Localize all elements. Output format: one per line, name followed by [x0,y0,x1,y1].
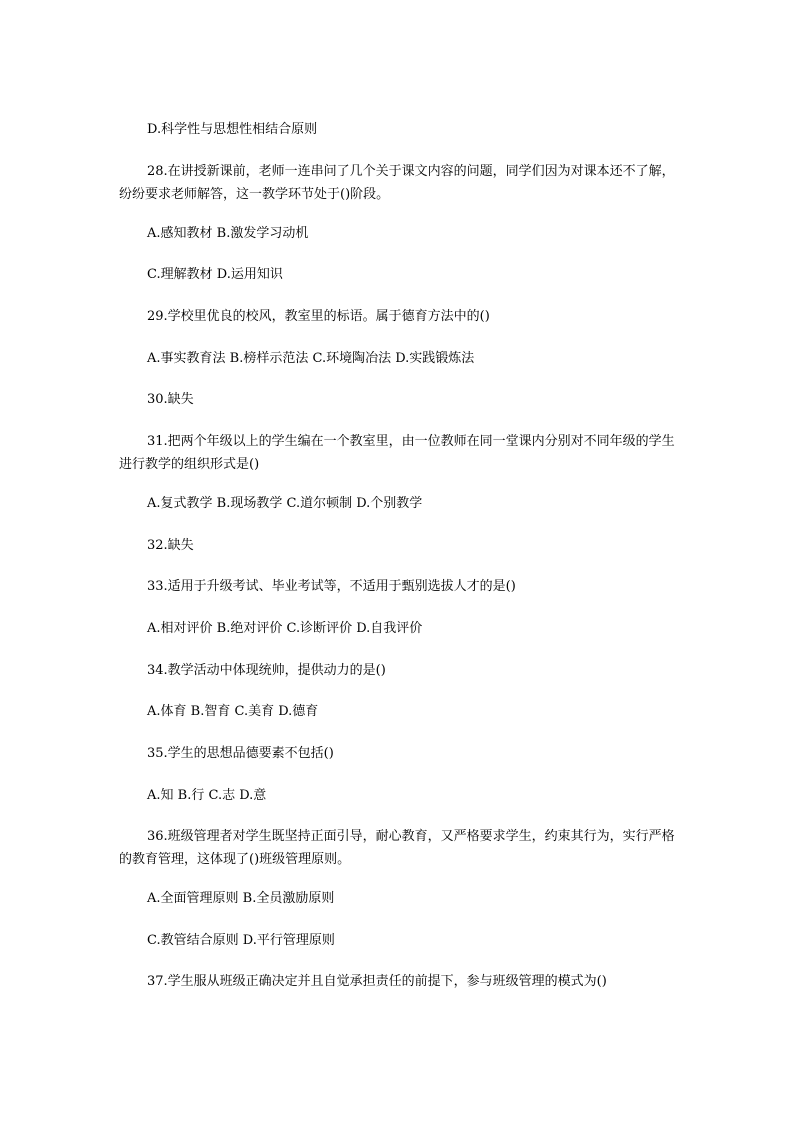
question-34: 34.教学活动中体现统帅，提供动力的是() [147,663,386,678]
question-33: 33.适用于升级考试、毕业考试等，不适用于甄别选拔人才的是() [147,579,516,594]
question-29: 29.学校里优良的校风，教室里的标语。属于德育方法中的() [147,309,490,324]
question-32: 32.缺失 [147,538,194,553]
option-line: A.相对评价 B.绝对评价 C.诊断评价 D.自我评价 [147,621,423,636]
option-line: A.事实教育法 B.榜样示范法 C.环境陶冶法 D.实践锻炼法 [147,351,475,366]
question-37: 37.学生服从班级正确决定并且自觉承担责任的前提下，参与班级管理的模式为() [147,974,607,989]
question-36: 36.班级管理者对学生既坚持正面引导，耐心教育，又严格要求学生，约束其行为，实行严格的教育管理，这体现了()班级管理原则。 [119,829,675,867]
question-28: 28.在讲授新课前，老师一连串问了几个关于课文内容的问题，同学们因为对课本还不了解，纷纷要求老师解答，这一教学环节处于()阶段。 [119,164,675,202]
option-line: A.知 B.行 C.志 D.意 [147,788,267,803]
option-line: C.教管结合原则 D.平行管理原则 [147,933,335,948]
question-30: 30.缺失 [147,392,194,407]
option-line: A.复式教学 B.现场教学 C.道尔顿制 D.个别教学 [147,496,423,511]
question-31: 31.把两个年级以上的学生编在一个教室里，由一位教师在同一堂课内分别对不同年级的学生进行教学的组织形式是() [119,434,675,472]
option-line: A.体育 B.智育 C.美育 D.德育 [147,704,319,719]
option-line: A.全面管理原则 B.全员激励原则 [147,891,335,906]
option-line: A.感知教材 B.激发学习动机 [147,226,309,241]
option-line: D.科学性与思想性相结合原则 [147,122,318,137]
question-35: 35.学生的思想品德要素不包括() [147,746,334,761]
option-line: C.理解教材 D.运用知识 [147,267,283,282]
